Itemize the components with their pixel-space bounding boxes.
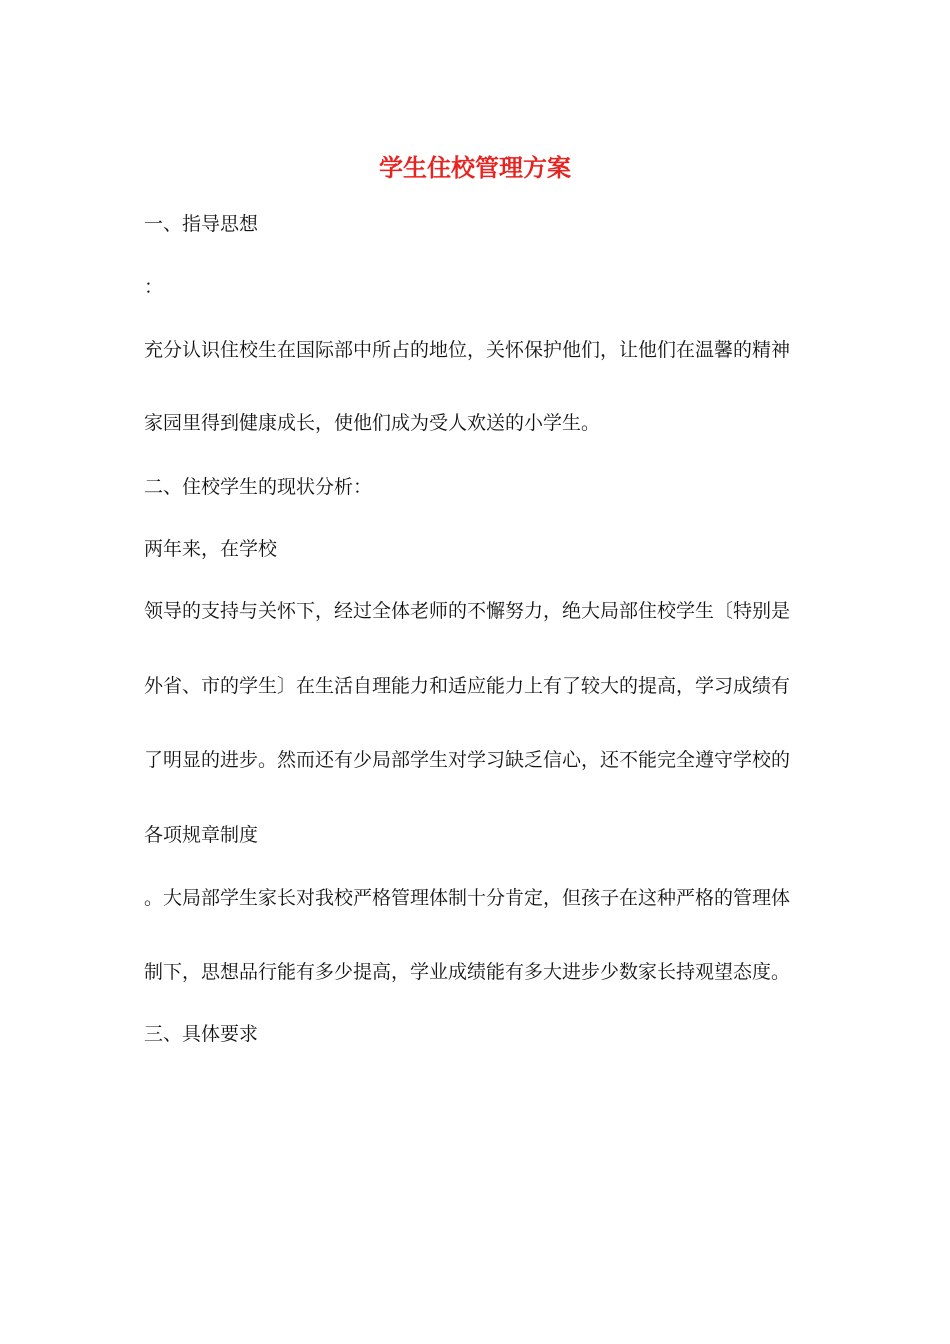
- section-heading-status-analysis: 二、住校学生的现状分析：: [144, 476, 373, 498]
- paragraph-line: ：: [144, 276, 164, 298]
- paragraph-line: 各项规章制度: [144, 824, 259, 846]
- document-title: 学生住校管理方案: [379, 153, 571, 182]
- paragraph-line: 领导的支持与关怀下，经过全体老师的不懈努力，绝大局部住校学生〔特别是: [144, 600, 791, 622]
- paragraph-line: 充分认识住校生在国际部中所占的地位，关怀保护他们，让他们在温馨的精神: [144, 339, 791, 361]
- paragraph-line: 外省、市的学生〕在生活自理能力和适应能力上有了较大的提高，学习成绩有: [144, 675, 791, 697]
- paragraph-line: 制下，思想品行能有多少提高，学业成绩能有多大进步少数家长持观望态度。: [144, 961, 791, 983]
- section-heading-guiding-ideology: 一、指导思想: [144, 213, 259, 235]
- section-heading-specific-requirements: 三、具体要求: [144, 1023, 259, 1045]
- paragraph-line: 。大局部学生家长对我校严格管理体制十分肯定，但孩子在这种严格的管理体: [144, 887, 791, 909]
- paragraph-line: 两年来，在学校: [144, 538, 278, 560]
- paragraph-line: 家园里得到健康成长，使他们成为受人欢送的小学生。: [144, 412, 601, 434]
- paragraph-line: 了明显的进步。然而还有少局部学生对学习缺乏信心，还不能完全遵守学校的: [144, 749, 791, 771]
